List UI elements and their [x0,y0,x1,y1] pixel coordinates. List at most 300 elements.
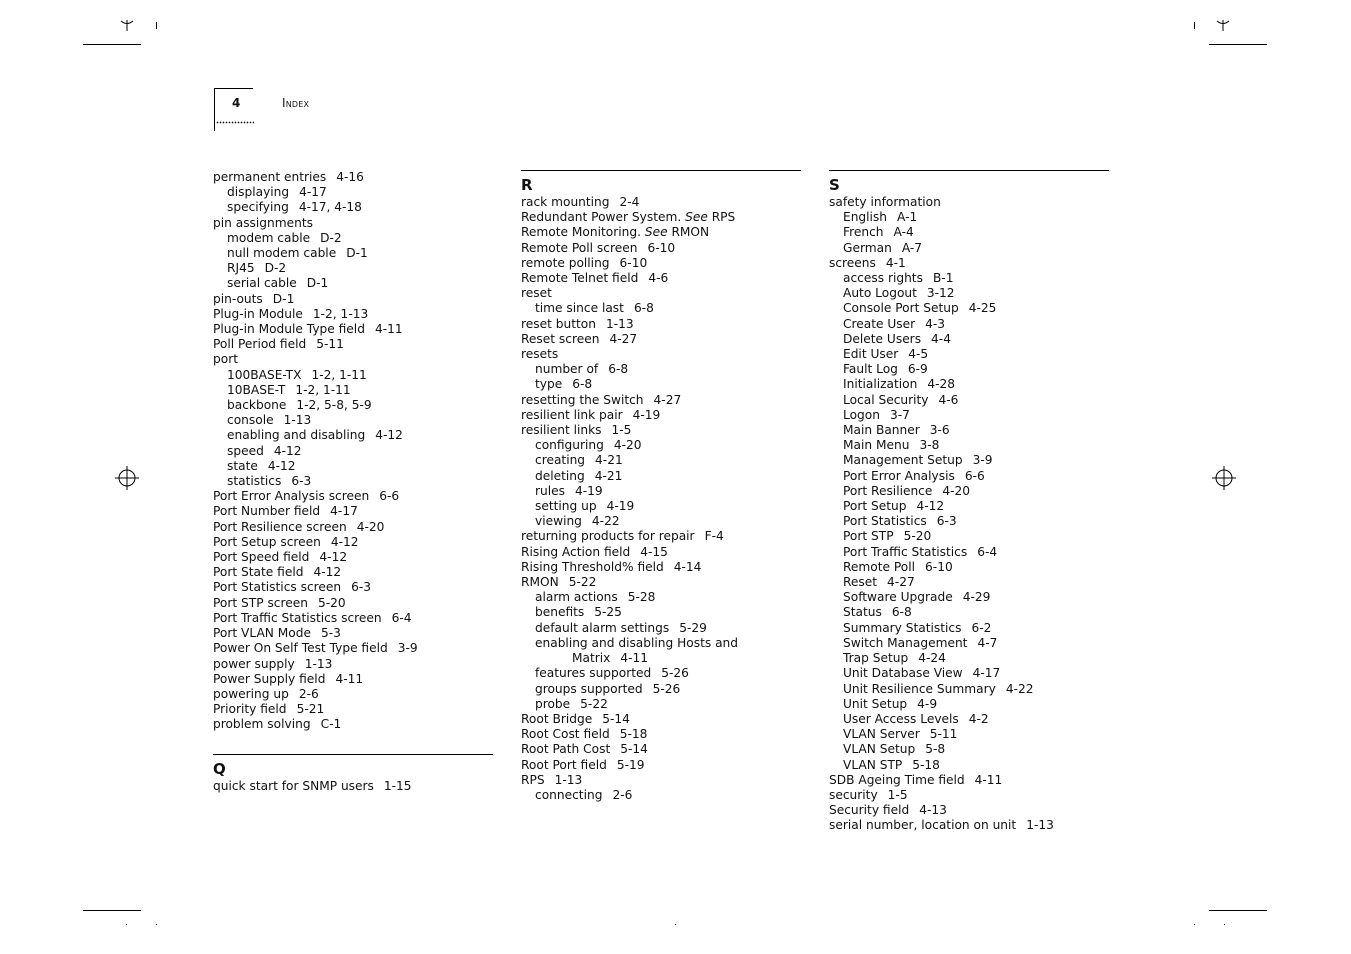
page-reference: 4-12 [319,550,348,565]
index-term: Security field [829,803,910,818]
index-subentry [829,317,1111,332]
page-reference: 4-12 [267,458,296,473]
index-entry [521,256,803,271]
index-term: serial number, location on unit [829,818,1017,833]
section-rule [213,754,493,755]
index-term: statistics [227,474,282,489]
index-subentry [213,231,495,246]
crop-tick [156,924,157,925]
index-term: Edit User [843,347,899,362]
index-subentry [829,605,1111,620]
page-reference: 4-17 [330,504,358,519]
index-subentry [829,438,1111,453]
index-subentry [829,514,1111,529]
index-entry [213,717,495,732]
index-term: Root Bridge [521,711,593,726]
page-reference: 4-13 [919,803,947,818]
index-term: Port Setup [843,499,907,514]
index-subentry [829,590,1111,605]
page-reference: 4-15 [640,544,668,559]
index-subentry [213,276,495,291]
page-reference: 1-2, 5-8, 5-9 [296,398,372,413]
section-letter: Q [213,759,226,778]
index-entry [521,195,803,210]
index-entry [213,504,495,519]
index-subentry [829,301,1111,316]
index-term: configuring [535,438,604,453]
index-term: Local Security [843,392,929,407]
index-entry [521,241,803,256]
page-reference: 1-5 [887,787,908,802]
index-subentry [521,636,803,651]
index-subentry [213,261,495,276]
page-reference: 4-12 [273,443,302,458]
index-entry [521,408,803,423]
index-term: Rising Action field [521,544,631,559]
index-subentry [521,621,803,636]
page-reference: 6-6 [379,489,400,504]
crop-mark [1194,22,1195,29]
index-subentry [829,499,1111,514]
index-subentry [521,605,803,620]
index-subentry [829,575,1111,590]
index-subentry [829,529,1111,544]
index-term: RPS [521,772,545,787]
page-reference: 4-19 [574,483,603,498]
page-reference: 4-27 [609,331,638,346]
page-reference: 6-8 [891,605,912,620]
crop-tick [126,924,127,925]
index-entry [521,575,803,590]
index-term: Poll Period field [213,337,307,352]
index-entry [213,352,495,367]
index-term: Create User [843,316,916,331]
index-term: Port Speed field [213,550,310,565]
index-term: Main Banner [843,423,920,438]
page-reference: 5-28 [627,590,656,605]
page-reference: 1-13 [304,656,333,671]
index-entry [213,565,495,580]
index-term: backbone [227,398,287,413]
page-reference: 6-4 [977,544,998,559]
index-entry [213,596,495,611]
page-reference: 4-22 [591,514,620,529]
index-term: 100BASE-TX [227,367,302,382]
page-reference: 1-13 [283,413,312,428]
index-subentry [829,742,1111,757]
index-subentry [829,469,1111,484]
index-entry [213,626,495,641]
page-reference: 5-20 [903,529,932,544]
index-subentry [829,727,1111,742]
page-reference: 6-8 [633,301,654,316]
page-reference: 2-6 [298,686,319,701]
index-term: pin-outs [213,291,263,306]
index-entry [213,292,495,307]
index-term: Root Path Cost [521,742,611,757]
index-term: serial cable [227,276,297,291]
index-subentry [829,651,1111,666]
index-subentry [829,408,1111,423]
page-reference: 5-21 [296,702,325,717]
index-term: connecting [535,787,603,802]
page-reference: 4-11 [374,322,403,337]
index-subentry [829,225,1111,240]
index-entry [213,489,495,504]
index-term: Software Upgrade [843,590,953,605]
index-term: Port Error Analysis [843,468,955,483]
page-reference: 3-12 [926,286,955,301]
page-reference: 4-12 [375,428,403,443]
index-term: Matrix [572,651,611,666]
index-term: Redundant Power System. [521,210,682,225]
page-reference: A-4 [893,225,914,240]
page-reference: 5-14 [602,711,630,726]
page-reference: 6-10 [647,240,676,255]
index-subentry [829,210,1111,225]
index-term: enabling and disabling Hosts and [535,635,739,650]
index-entry [521,773,803,788]
page-reference: 1-13 [1026,818,1054,833]
index-term: Port Number field [213,504,321,519]
index-term: null modem cable [227,246,337,261]
page-reference: B-1 [932,271,954,286]
page-reference: 5-26 [652,681,681,696]
page-reference: 4-12 [330,534,359,549]
index-column-1 [213,170,495,794]
page-reference: 4-27 [887,575,915,590]
page-reference: 6-6 [964,468,985,483]
index-term: screens [829,255,876,270]
index-term: Status [843,605,882,620]
index-subentry [213,383,495,398]
page-reference: 5-18 [619,727,648,742]
index-entry [213,307,495,322]
index-entry [521,545,803,560]
index-term: viewing [535,514,582,529]
index-term: Console Port Setup [843,301,959,316]
index-subentry [829,423,1111,438]
page-reference: 6-10 [619,255,648,270]
page-reference: 2-6 [612,787,633,802]
page-reference: D-2 [264,261,287,276]
index-entry [521,529,803,544]
crop-mark [156,22,157,29]
page-number: 4 [232,96,241,110]
index-term: Port Statistics [843,514,927,529]
index-subentry [829,682,1111,697]
page-reference: 5-11 [316,337,344,352]
page-reference: 4-20 [942,483,971,498]
page-reference: 4-17 [972,666,1001,681]
index-term: specifying [227,200,289,215]
index-entry [829,818,1111,833]
index-entry [521,271,803,286]
page-reference: A-7 [901,240,923,255]
index-term: groups supported [535,681,643,696]
index-entry [521,332,803,347]
index-subentry [213,185,495,200]
index-term: Unit Database View [843,666,963,681]
page-reference: 4-27 [653,392,682,407]
index-subentry [521,499,803,514]
page-reference: 4-9 [917,696,938,711]
page-reference: C-1 [320,717,342,732]
page-reference: 5-22 [568,575,597,590]
page-reference: 4-21 [594,468,623,483]
index-entry [829,773,1111,788]
index-subentry [213,459,495,474]
index-term: state [227,458,258,473]
index-term: Port STP [843,529,894,544]
index-term: Root Cost field [521,727,610,742]
index-term: English [843,210,888,225]
page-reference: 3-9 [397,641,418,656]
index-term: Reset screen [521,331,600,346]
index-subentry [521,697,803,712]
page-reference: 4-14 [673,559,702,574]
index-entry [521,286,803,301]
index-entry [213,337,495,352]
index-entry [521,560,803,575]
page-reference: 5-26 [661,666,689,681]
page-reference: 5-25 [594,605,622,620]
section-rule [521,170,801,171]
index-term: German [843,240,892,255]
page-reference: 4-29 [962,590,991,605]
page-reference: 4-11 [335,671,364,686]
index-term: resilient link pair [521,407,623,422]
index-subentry [829,484,1111,499]
page-reference: 5-22 [580,696,608,711]
page-reference: D-2 [320,230,342,245]
index-term: resets [521,347,559,362]
page-reference: 4-6 [938,392,959,407]
page-reference: 6-3 [936,514,957,529]
index-term: VLAN Setup [843,742,916,757]
index-entry [213,641,495,656]
index-subentry [829,697,1111,712]
page-reference: 1-2, 1-13 [312,306,369,321]
page-reference: 5-14 [620,742,648,757]
section-gap [213,733,495,754]
page-reference: 5-18 [912,757,940,772]
page-reference: 3-9 [972,453,993,468]
index-term: VLAN STP [843,757,903,772]
index-subentry [829,347,1111,362]
index-subentry [213,398,495,413]
page-reference: F-4 [704,529,724,544]
page-reference: 4-20 [356,519,385,534]
page-reference: 1-2, 1-11 [311,367,367,382]
see-target: RMON [671,225,710,240]
page-reference: 4-12 [313,565,342,580]
page-reference: 4-11 [974,772,1003,787]
page-reference: 5-19 [616,757,645,772]
page-reference: 1-13 [554,772,583,787]
index-entry [521,317,803,332]
index-term: Priority field [213,702,287,717]
index-entry [829,195,1111,210]
index-term: resilient links [521,423,602,438]
index-entry [213,580,495,595]
index-entry [213,672,495,687]
index-subentry [829,636,1111,651]
index-term: time since last [535,301,624,316]
page-reference: 2-4 [619,195,640,209]
index-entry [213,550,495,565]
index-term: type [535,377,563,392]
index-term: enabling and disabling [227,428,366,443]
index-entry [213,520,495,535]
page-reference: 4-28 [927,377,955,392]
index-subentry [213,474,495,489]
index-term: features supported [535,666,652,681]
index-term: Port STP screen [213,595,308,610]
page-reference: 4-20 [613,438,642,453]
page-reference: A-1 [897,210,918,225]
index-term: Port Traffic Statistics screen [213,610,382,625]
index-subentry [521,438,803,453]
crop-mark [83,44,141,45]
index-term: Logon [843,407,880,422]
page-reference: 4-19 [632,407,661,422]
index-subentry [521,682,803,697]
index-subentry [829,453,1111,468]
registration-target-icon [1211,465,1237,491]
index-term: Power Supply field [213,671,326,686]
index-entry [213,611,495,626]
index-term: 10BASE-T [227,382,286,397]
page-reference: 4-16 [336,170,364,184]
page-reference: 6-9 [907,362,928,377]
index-entry [213,535,495,550]
section-letter: R [521,176,533,194]
see-reference: See [644,225,668,240]
index-subentry [213,444,495,459]
running-head-text: Index [282,96,310,110]
index-subentry [521,484,803,499]
index-entry [829,788,1111,803]
crop-mark [1209,44,1267,45]
page-reference: 5-29 [679,620,707,635]
index-term: safety information [829,195,941,209]
index-entry [213,702,495,717]
header-dotted-rule [216,121,254,124]
page-reference: 5-8 [925,742,946,757]
page-reference: 4-4 [931,331,951,346]
index-subentry [829,666,1111,681]
page-reference: D-1 [272,291,295,306]
index-entry [521,423,803,438]
index-term: speed [227,443,264,458]
page-reference: 6-8 [572,377,593,392]
index-term: Port VLAN Mode [213,626,311,641]
page-reference: 3-8 [919,438,940,453]
index-term: RJ45 [227,261,255,276]
index-term: Power On Self Test Type field [213,641,388,656]
page-reference: 6-4 [391,610,412,625]
index-term: Auto Logout [843,286,917,301]
page-reference: 3-7 [889,407,910,422]
page-reference: 4-24 [918,651,946,666]
index-term: Port State field [213,565,304,580]
index-term: SDB Ageing Time field [829,772,965,787]
index-entry [521,727,803,742]
index-term: quick start for SNMP users [213,778,374,793]
index-subentry [829,758,1111,773]
index-term: Remote Monitoring. [521,225,641,240]
index-subentry [521,590,803,605]
index-term: Delete Users [843,331,922,346]
index-term: security [829,787,878,802]
index-term: remote polling [521,255,610,270]
index-term: Remote Poll screen [521,240,638,255]
page-reference: D-1 [306,276,329,291]
index-term: VLAN Server [843,727,920,742]
index-term: powering up [213,686,289,701]
crop-mark [83,910,141,911]
registration-mark-icon [118,18,136,32]
index-entry [213,322,495,337]
index-term: power supply [213,656,295,671]
index-term: Summary Statistics [843,620,962,635]
index-term: Plug-in Module Type field [213,322,365,337]
index-entry [521,712,803,727]
index-subentry [213,428,495,443]
crop-mark [1209,910,1267,911]
running-head [282,96,309,110]
page-reference: 3-6 [929,423,950,438]
index-term: Remote Poll [843,559,916,574]
index-term: setting up [535,499,597,514]
registration-target-icon [114,465,140,491]
page-reference: 4-25 [968,301,997,316]
index-subentry [521,651,803,666]
page-reference: 5-20 [317,595,346,610]
page-reference: 1-5 [611,423,632,438]
page-reference: 5-3 [320,626,341,641]
index-term: Management Setup [843,453,963,468]
index-term: French [843,225,884,240]
index-term: permanent entries [213,170,327,184]
page-reference: 6-10 [925,559,953,574]
index-subentry [521,362,803,377]
index-entry [213,170,495,185]
index-entry [829,256,1111,271]
index-term: Port Statistics screen [213,580,342,595]
index-subentry [829,241,1111,256]
index-term: console [227,413,274,428]
page-reference: 1-13 [605,316,634,331]
registration-mark-icon [1214,18,1232,32]
page-reference: 4-6 [648,271,669,286]
index-term: deleting [535,468,585,483]
page-reference: 6-3 [291,474,312,489]
index-term: benefits [535,605,585,620]
index-term: Remote Telnet field [521,271,639,286]
index-entry [213,657,495,672]
index-subentry [521,666,803,681]
page-reference: 6-2 [971,620,992,635]
index-column-3 [829,170,1111,834]
index-subentry [829,712,1111,727]
index-entry [521,347,803,362]
index-term: Trap Setup [843,651,909,666]
index-term: Unit Setup [843,696,908,711]
index-term: modem cable [227,230,311,245]
index-subentry [213,413,495,428]
